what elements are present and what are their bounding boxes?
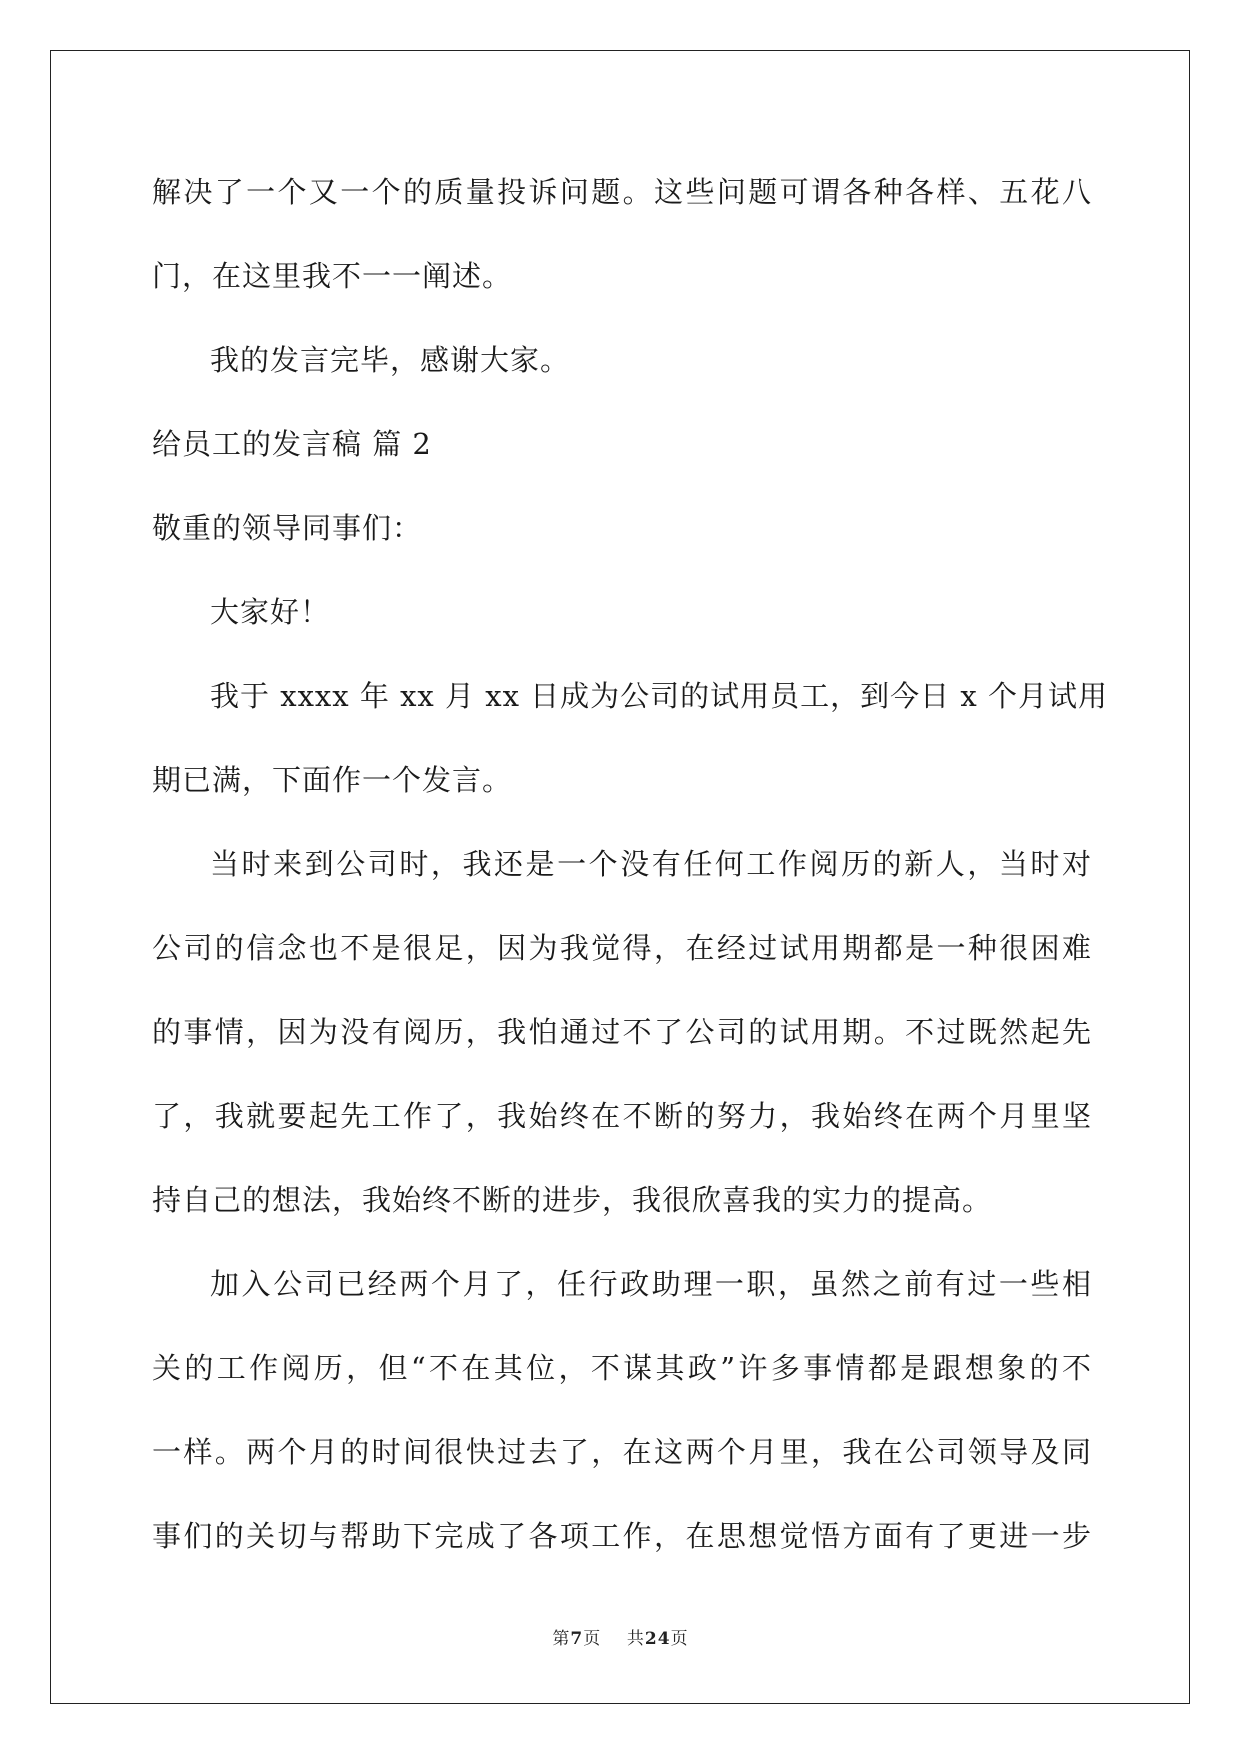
footer-page-prefix: 第: [552, 1629, 571, 1649]
text-line: 事们的关切与帮助下完成了各项工作，在思想觉悟方面有了更进一步: [152, 1519, 1092, 1553]
footer-page-number: 7: [570, 1629, 584, 1649]
footer-gap: [601, 1629, 627, 1649]
document-body: [152, 168, 1108, 1596]
text-line: 敬重的领导同事们：: [152, 511, 423, 545]
text-line: 我于 xxxx 年 xx 月 xx 日成为公司的试用员工，到今日 x 个月试用: [210, 679, 1108, 713]
text-line: 我的发言完毕，感谢大家。: [210, 343, 571, 377]
text-line: 一样。两个月的时间很快过去了，在这两个月里，我在公司领导及同: [152, 1435, 1092, 1469]
text-line: 门，在这里我不一一阐述。: [152, 259, 513, 293]
footer-total-prefix: 共: [626, 1629, 645, 1649]
text-line: 期已满，下面作一个发言。: [152, 763, 513, 797]
text-line: 持自己的想法，我始终不断的进步，我很欣喜我的实力的提高。: [152, 1183, 993, 1217]
footer-page-suffix: 页: [583, 1629, 602, 1649]
text-line: 关的工作阅历，但“不在其位，不谋其政”许多事情都是跟想象的不: [152, 1351, 1092, 1385]
text-line: 解决了一个又一个的质量投诉问题。这些问题可谓各种各样、五花八: [152, 175, 1092, 209]
page-footer: [0, 1624, 1241, 1649]
text-line: 加入公司已经两个月了，任行政助理一职，虽然之前有过一些相: [210, 1267, 1092, 1301]
text-line: 了，我就要起先工作了，我始终在不断的努力，我始终在两个月里坚: [152, 1099, 1092, 1133]
footer-total-suffix: 页: [670, 1629, 689, 1649]
footer-total-pages: 24: [644, 1629, 671, 1649]
text-line: 公司的信念也不是很足，因为我觉得，在经过试用期都是一种很困难: [152, 931, 1092, 965]
text-line: 当时来到公司时，我还是一个没有任何工作阅历的新人，当时对: [210, 847, 1092, 881]
text-line: 大家好！: [210, 595, 331, 629]
text-line: 给员工的发言稿 篇 2: [152, 427, 432, 461]
text-line: 的事情，因为没有阅历，我怕通过不了公司的试用期。不过既然起先: [152, 1015, 1092, 1049]
